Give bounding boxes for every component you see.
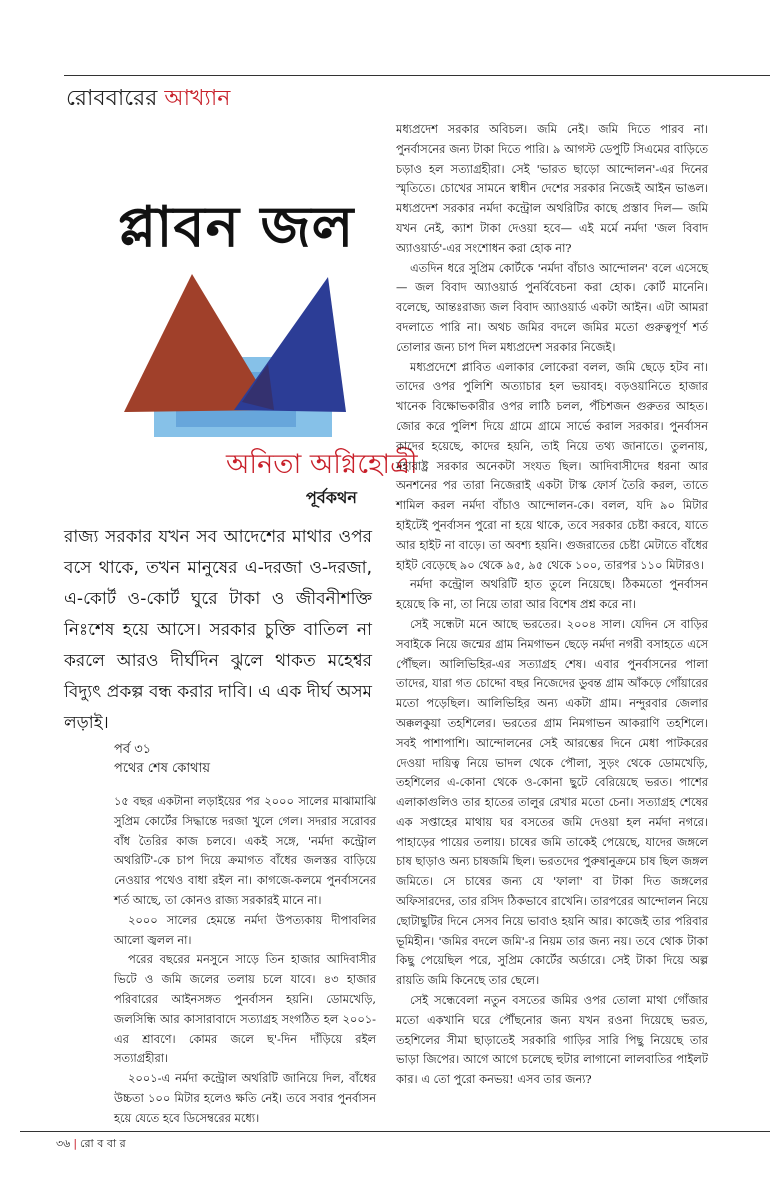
episode-number: পর্ব ৩১ [114,742,152,757]
episode-heading [114,740,210,778]
paragraph: ১৫ বছর একটানা লড়াইয়ের পর ২০০০ সালের মাঝামাঝি সুপ্রিম কোর্টের সিদ্ধান্তে দরজা খুলে গেল। সদরার সরোবর বাঁধ তৈরির কাজ চলবে। একই সঙ্গে, 'নর্মদা কন্ট্রোল অথরিটি'-কে চাপ দিয়ে ক্রমাগত বাঁধের জলস্তর বাড়িয়ে নেওয়ার পথেও বাধা রইল না। কাগজে-কলমে পুনর্বাসনের শর্ত আছে, তা কোনও রাজ্য সরকারই মানে না। [114,794,376,907]
mountains-illustration [116,262,378,442]
folio [56,1137,126,1151]
author-name: অনিতা অগ্নিহোত্রী [226,449,418,480]
folio-divider: | [73,1137,78,1150]
left-column [114,792,376,1129]
section-title [66,84,230,114]
page-number: ৩৬ [56,1137,71,1150]
paragraph: পরের বছরের মনসুনে সাড়ে তিন হাজার আদিবাসীর ভিটে ও জমি জলের তলায় চলে যাবে। ৪৩ হাজার পরিবারের আইনসঙ্গত পুনর্বাসন হয়নি। ডোমখেড়ি, জলসিন্ধি আর কাসারাবাদে সত্যাগ্রহ সংগঠিত হল ২০০১-এর শ্রাবণে। কোমর জলে ছ'-দিন দাঁড়িয়ে রইল সত্যাগ্রহীরা। [114,952,376,1066]
section-title-part1: রোববারের [66,86,158,111]
paragraph: সেই সন্ধেবেলা নতুন বসতের জমির ওপর তোলা মাথা গোঁজার মতো একখানি ঘরে পৌঁছনোর জন্য যখন রওনা দিয়েছে ভরত, তহশিলের সীমা ছাড়াতেই সরকারি গাড়ির সারি পিছু নিয়েছে তার ভাড়া জিপের। আগে আগে চলেছে হুটার লাগানো লালবাতির পাইলট কার। এ তো পুরো কনভয়! এসব তার জন্য? [396,993,708,1087]
paragraph: ২০০১-এ নর্মদা কন্ট্রোল অথরিটি জানিয়ে দিল, বাঁধের উচ্চতা ১০০ মিটার হলেও ক্ষতি নেই। তবে সবার পুনর্বাসন হয়ে যেতে হবে ডিসেম্বরের মধ্যে। [114,1071,376,1125]
story-title: প্লাবন জল [118,195,355,260]
footer-rule [20,1131,770,1132]
header-rule [64,75,770,76]
magazine-name: রো ব বা র [80,1137,126,1150]
paragraph: মধ্যপ্রদেশ সরকার অবিচল। জমি নেই। জমি দিতে পারব না। পুনর্বাসনের জন্য টাকা দিতে পারি। ৯ আগস্ট ডেপুটি সিএমের বাড়িতে চড়াও হল সত্যাগ্রহীরা। সেই 'ভারত ছাড়ো আন্দোলন'-এর দিনের স্মৃতিতে। চোখের সামনে স্বাধীন দেশের সরকার নিজেই আইন ভাঙল। মধ্যপ্রদেশ সরকার নর্মদা কন্ট্রোল অথরিটির কাছে প্রস্তাব দিল— জমি যখন নেই, ক্যাশ টাকা দেওয়া হবে— এই মর্মে নর্মদা 'জল বিবাদ অ্যাওয়ার্ড'-এর সংশোধন করা হোক না? [396,122,708,255]
paragraph: নর্মদা কন্ট্রোল অথরিটি হাত তুলে নিয়েছে। ঠিকমতো পুনর্বাসন হয়েছে কি না, তা নিয়ে তারা আর বিশেষ প্রশ্ন করে না। [396,577,708,612]
right-column [396,120,708,1090]
standfirst: রাজ্য সরকার যখন সব আদেশের মাথার ওপর বসে থাকে, তখন মানুষের এ-দরজা ও-দরজা, এ-কোর্ট ও-কোর্ট ঘুরে টাকা ও জীবনীশক্তি নিঃশেষ হয়ে আসে। সরকার চুক্তি বাতিল না করলে আরও দীর্ঘদিন ঝুলে থাকত মহেশ্বর বিদ্যুৎ প্রকল্প বন্ধ করার দাবি। এ এক দীর্ঘ অসম লড়াই। [64,527,372,733]
section-title-part2: আখ্যান [164,86,231,111]
foreword-label: পূর্বকথন [306,488,357,507]
episode-title: পথের শেষ কোথায় [114,761,211,776]
paragraph: মধ্যপ্রদেশে প্লাবিত এলাকার লোকেরা বলল, জমি ছেড়ে হটব না। তাদের ওপর পুলিশি অত্যাচার হল ভয়াবহ। বড়ওয়ানিতে হাজার খানেক বিক্ষোভকারীর ওপর লাঠি চলল, পঁচিশজন গুরুতর আহত। জোর করে পুলিশ দিয়ে গ্রামে গ্রামে সার্ভে করাল সরকার। পুনর্বাসন কাদের হয়েছে, কাদের হয়নি, তাই নিয়ে তথ্য জানাতে। তুলনায়, মহারাষ্ট্র সরকার অনেকটা সংযত ছিল। আদিবাসীদের ধরনা আর অনশনের পর তারা নিজেরাই একটা টাস্ক ফোর্স তৈরি করল, তাতে শামিল করল নর্মদা বাঁচাও আন্দোলন-কে। বলল, যদি ৯০ মিটার হাইটেই পুনর্বাসন পুরো না হয়ে থাকে, তবে সরকার চেষ্টা করবে, যাতে আর হাইট না বাড়ে। তা অবশ্য হয়নি। গুজরাতের চেষ্টা মেটাতে বাঁধের হাইট বেড়েছে ৯০ থেকে ৯৫, ৯৫ থেকে ১০০, তারপর ১১০ মিটারও। [396,359,708,572]
paragraph: এতদিন ধরে সুপ্রিম কোর্টকে 'নর্মদা বাঁচাও আন্দোলন' বলে এসেছে— জল বিবাদ অ্যাওয়ার্ড পুনর্বিবেচনা করা হোক। কোর্ট মানেনি। বলেছে, আন্তঃরাজ্য জল বিবাদ অ্যাওয়ার্ড একটা আইন। এটা আমরা বদলাতে পারি না। অথচ জমির বদলে জমির মতো গুরুত্বপূর্ণ শর্ত তোলার জন্য চাপ দিল মধ্যপ্রদেশ সরকার নিজেই। [396,260,708,354]
paragraph: ২০০০ সালের হেমন্তে নর্মদা উপত্যকায় দীপাবলির আলো জ্বলল না। [114,912,376,947]
paragraph: সেই সন্ধেটা মনে আছে ভরতের। ২০০৪ সাল। যেদিন সে বাড়ির সবাইকে নিয়ে জন্মের গ্রাম নিমগাভন ছেড়ে নর্মদা নগরী বসাহতে এসে পৌঁছল। আলিভিহির-এর সত্যাগ্রহ শেষ। এবার পুনর্বাসনের পালা তাদের, যারা গত চোদ্দো বছর নিজেদের ডুবন্ত গ্রাম আঁকড়ে গোঁয়ারের মতো পড়েছিল। আলিভিহির অন্য একটা গ্রাম। নন্দুরবার জেলার অক্কলকুয়া তহশিলের। ভরতের গ্রাম নিমগাভন আকরাণি তহশিলে। সবই পাশাপাশি। আন্দোলনের সেই আরম্ভের দিনে মেধা পাটকরের দেওয়া দায়িত্ব নিয়ে ভাদল থেকে পৌলা, সুড়ং থেকে ডোমখেড়ি, তহশিলের এ-কোনা থেকে ও-কোনা ছুটে বেরিয়েছে ভরত। পাশের এলাকাগুলিও তার হাতের তালুর রেখার মতো চেনা। সত্যাগ্রহ শেষের এক সপ্তাহের মাথায় ঘর বসতের জমি দেওয়া হল নর্মদা নগরে। পাহাড়ের পায়ের তলায়। চাষের জমি তাকেই পেয়েছে, যাদের জঙ্গলে চাষ ছাড়াও অন্য চাষজমি ছিল। ভরতদের পুরুষানুক্রমে চাষ ছিল জঙ্গল জমিতে। সে চাষের জন্য যে 'ফালা' বা টাকা দিত জঙ্গলের অফিসারদের, তার রসিদ ঠিকভাবে রাখেনি। তারপরের আন্দোলন নিয়ে ছোটাছুটির দিনে সেসব নিয়ে ভাবাও হয়নি আর। কাজেই তার পরিবার ভূমিহীন। 'জমির বদলে জমি'-র নিয়ম তার জন্য নয়। তবে থোক টাকা কিছু পেয়েছিল পরে, সুপ্রিম কোর্টের অর্ডারে। সেই টাকা দিয়ে অল্প রায়তি জমি কিনেছে তার ছেলে। [396,616,708,988]
